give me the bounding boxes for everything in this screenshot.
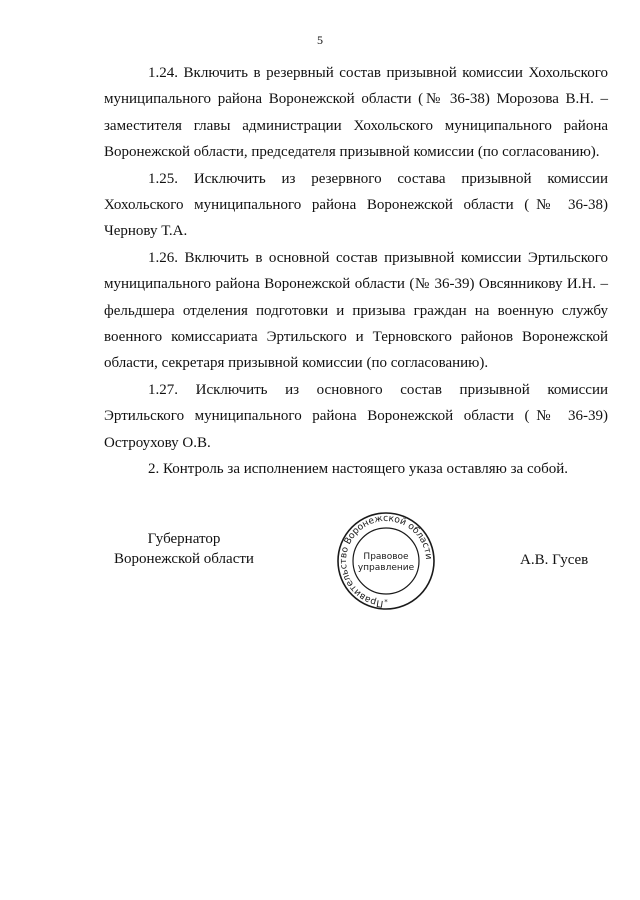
paragraph-1-26: 1.26. Включить в основной состав призывной комиссии Эртильского муниципального района Воронежской области (№ 36-39) Овсянникову И.Н. – фельдшера отделения подготовки и призыва граждан на военную службу военного комиссариата Эртильского и Терновского районов Воронежской области, секретаря призывной комиссии (по согласованию). (104, 249, 608, 372)
signatory-title-line2: Воронежской области (114, 551, 254, 567)
signatory-title (104, 529, 264, 569)
paragraph-1-27: 1.27. Исключить из основного состав призывной комиссии Эртильского муниципального района Воронежской области (№ 36-39) Остроухову О.В. (104, 381, 608, 451)
paragraph-2: 2. Контроль за исполнением настоящего указа оставляю за собой. (148, 461, 569, 478)
official-seal (331, 511, 441, 611)
paragraph-1-24: 1.24. Включить в резервный состав призывной комиссии Хохольского муниципального района Воронежской области (№ 36-38) Морозова В.Н. – заместителя главы администрации Хохольского муниципального района Воронежской области, председателя призывной комиссии (по согласованию). (104, 65, 608, 161)
signatory-name: А.В. Гусев (520, 552, 589, 568)
seal-star-mark: * (384, 598, 388, 606)
seal-graphic (331, 511, 441, 611)
seal-ring-text: Правительство Воронежской области (337, 512, 435, 609)
page-number: 5 (317, 33, 323, 47)
seal-center-line1: Правовое (363, 552, 409, 562)
paragraph-1-25: 1.25. Исключить из резервного состава призывной комиссии Хохольского муниципального района Воронежской области (№ 36-38) Чернову Т.А. (104, 170, 608, 240)
seal-center-line2: управление (357, 563, 415, 573)
document-body (104, 60, 608, 483)
signatory-title-line1: Губернатор (147, 531, 221, 547)
